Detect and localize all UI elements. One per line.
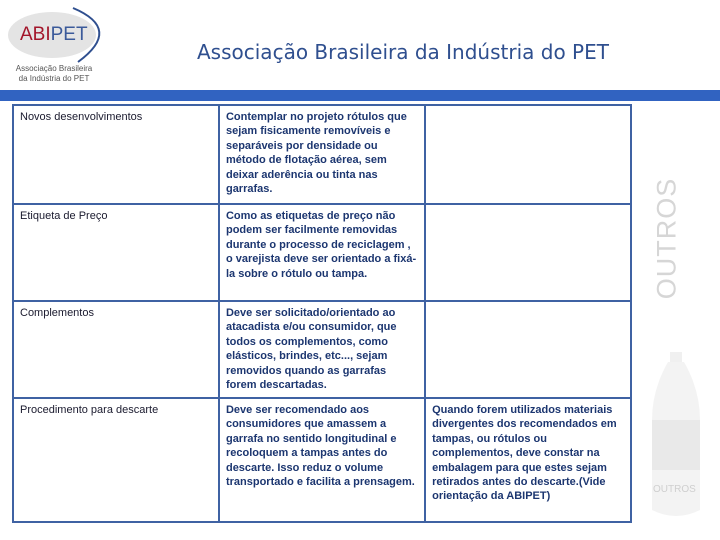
guidance-cell: Como as etiquetas de preço não podem ser facilmente removidas durante o processo de reciclagem , o varejista deve ser orientado a fixá-la sobre o rótulo ou tampa.	[219, 204, 425, 301]
table-row	[13, 204, 631, 301]
note-cell	[425, 301, 631, 398]
note-cell: Quando forem utilizados materiais divergentes dos recomendados em tampas, ou rótulos ou complementos, deve constar na embalagem para que estes sejam retirados antes do descarte.(Vide orientação da ABIPET)	[425, 398, 631, 522]
topic-cell: Complementos	[13, 301, 219, 398]
table-row	[13, 301, 631, 398]
guidance-cell: Deve ser solicitado/orientado ao atacadista e/ou consumidor, que todos os complementos, como elásticos, brindes, etc..., sejam removidos quando as garrafas forem descartadas.	[219, 301, 425, 398]
side-label: OUTROS	[651, 177, 682, 300]
bottle-label: OUTROS	[653, 484, 696, 495]
logo-subtitle: Associação Brasileira da Indústria do PET	[15, 64, 93, 83]
table-row	[13, 398, 631, 522]
bottle-icon	[650, 350, 702, 525]
guidelines-table	[12, 104, 632, 523]
abipet-logo	[8, 4, 108, 60]
note-cell	[425, 204, 631, 301]
guidance-cell: Contemplar no projeto rótulos que sejam fisicamente removíveis e separáveis por densidade ou método de flotação aérea, sem deixar aderência ou tinta nas garrafas.	[219, 105, 425, 204]
guidance-cell: Deve ser recomendado aos consumidores que amassem a garrafa no sentido longitudinal e recoloquem a tampas antes do descarte. Isso reduz o volume transportado e facilita a prensagem.	[219, 398, 425, 522]
page-title: Associação Brasileira da Indústria do PET	[197, 40, 609, 64]
topic-cell: Procedimento para descarte	[13, 398, 219, 522]
topic-cell: Novos desenvolvimentos	[13, 105, 219, 204]
topic-cell: Etiqueta de Preço	[13, 204, 219, 301]
table-row	[13, 105, 631, 204]
note-cell	[425, 105, 631, 204]
logo-text: ABIPET	[20, 24, 88, 45]
header-bar	[0, 90, 720, 101]
